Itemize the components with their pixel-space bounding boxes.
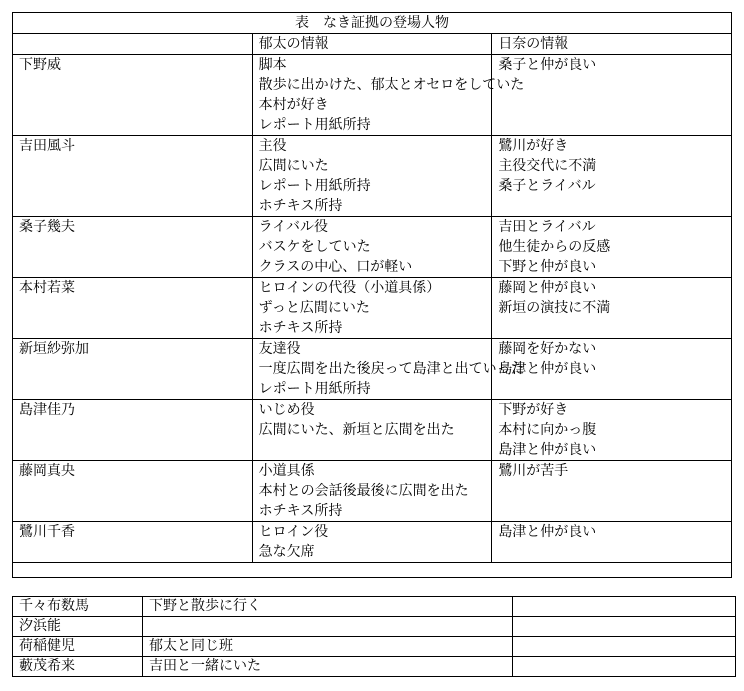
info-line: 急な欠席 [258,544,315,560]
ikuta-info-cell [252,522,492,563]
minor-character-name: 荷稲健児 [13,637,143,657]
minor-ikuta-info: 吉田と一緒にいた [143,657,513,677]
hina-info-cell [492,217,732,278]
minor-table-body [13,597,736,677]
info-line: 他生徒からの反感 [498,239,611,255]
minor-character-name: 藪茂希来 [13,657,143,677]
info-line: 桑子と仲が良い [498,57,597,73]
minor-table-row [13,637,736,657]
info-line: 友達役 [258,341,301,357]
info-line: バスケをしていた [258,239,371,255]
ikuta-info-cell [252,339,525,400]
header-ikuta-info: 郁太の情報 [252,34,492,55]
table-row [13,136,732,217]
header-name [13,34,253,55]
character-name: 桑子幾夫 [13,217,253,278]
info-line: 下野と仲が良い [498,259,597,275]
minor-hina-info [513,657,736,677]
info-line: 下野が好き [498,402,569,418]
ikuta-info-cell [252,278,492,339]
info-line: 主役 [258,138,287,154]
info-line: ヒロイン役 [258,524,329,540]
character-name: 鷺川千香 [13,522,253,563]
character-name: 新垣紗弥加 [13,339,253,400]
hina-info-cell [492,55,732,136]
ikuta-info-cell [252,217,492,278]
info-line: レポート用紙所持 [258,178,371,194]
info-line: 島津と仲が良い [498,524,597,540]
info-line: 新垣の演技に不満 [498,300,611,316]
minor-hina-info [513,597,736,617]
info-line: レポート用紙所持 [258,117,371,133]
table-header-row [13,34,732,55]
info-line: 散歩に出かけた、郁太とオセロをしていた [258,77,525,93]
info-line: 主役交代に不満 [498,158,597,174]
info-line: ずっと広間にいた [258,300,370,316]
character-name: 吉田風斗 [13,136,253,217]
info-line: ヒロインの代役（小道具係） [258,280,441,296]
info-line: 広間にいた、新垣と広間を出た [258,422,455,438]
character-name: 下野威 [13,55,253,136]
hina-info-cell [492,278,732,339]
info-line: 広間にいた [258,158,329,174]
table-row [13,217,732,278]
table-row [13,278,732,339]
hina-info-cell [492,400,732,461]
info-line: ホチキス所持 [258,320,343,336]
character-name: 藤岡真央 [13,461,253,522]
minor-table-row [13,617,736,637]
hina-info-cell [492,461,732,522]
minor-hina-info [513,617,736,637]
info-line: 小道具係 [258,463,315,479]
ikuta-info-cell [252,400,492,461]
info-line: 本村との会話後最後に広間を出た [258,483,469,499]
info-line: 一度広間を出た後戻って島津と出ていった [258,361,525,377]
table-row [13,339,732,400]
info-line: レポート用紙所持 [258,381,371,397]
separator-cell [13,563,732,578]
table-row [13,55,732,136]
table-title-row [13,13,732,34]
minor-character-name: 汐浜能 [13,617,143,637]
info-line: 鷺川が苦手 [498,463,569,479]
info-line: 本村に向かっ腹 [498,422,597,438]
table-row [13,522,732,563]
info-line: 脚本 [258,57,287,73]
ikuta-info-cell [252,136,492,217]
info-line: ホチキス所持 [258,503,343,519]
minor-ikuta-info: 郁太と同じ班 [143,637,513,657]
minor-ikuta-info [143,617,513,637]
info-line: 藤岡を好かない [498,341,597,357]
minor-hina-info [513,637,736,657]
info-line: ホチキス所持 [258,198,343,214]
separator-row [13,563,732,578]
info-line: 鷺川が好き [498,138,569,154]
hina-info-cell [492,522,732,563]
info-line: 本村が好き [258,97,329,113]
hina-info-cell [492,339,732,400]
hina-info-cell [492,136,732,217]
minor-table-row [13,657,736,677]
table-body [13,55,732,578]
ikuta-info-cell [252,55,525,136]
character-name: 本村若菜 [13,278,253,339]
info-line: 吉田とライバル [498,219,596,235]
ikuta-info-cell [252,461,492,522]
info-line: 桑子とライバル [498,178,596,194]
characters-table [12,12,732,578]
minor-character-name: 千々布数馬 [13,597,143,617]
info-line: いじめ役 [258,402,315,418]
table-row [13,461,732,522]
table-row [13,400,732,461]
minor-ikuta-info: 下野と散歩に行く [143,597,513,617]
minor-characters-table [12,596,736,677]
header-hina-info: 日奈の情報 [492,34,732,55]
info-line: クラスの中心、口が軽い [258,259,413,275]
info-line: 島津と仲が良い [498,361,597,377]
info-line: 藤岡と仲が良い [498,280,597,296]
minor-table-row [13,597,736,617]
info-line: 島津と仲が良い [498,442,597,458]
table-title: 表 なき証拠の登場人物 [13,13,732,34]
character-name: 島津佳乃 [13,400,253,461]
info-line: ライバル役 [258,219,328,235]
